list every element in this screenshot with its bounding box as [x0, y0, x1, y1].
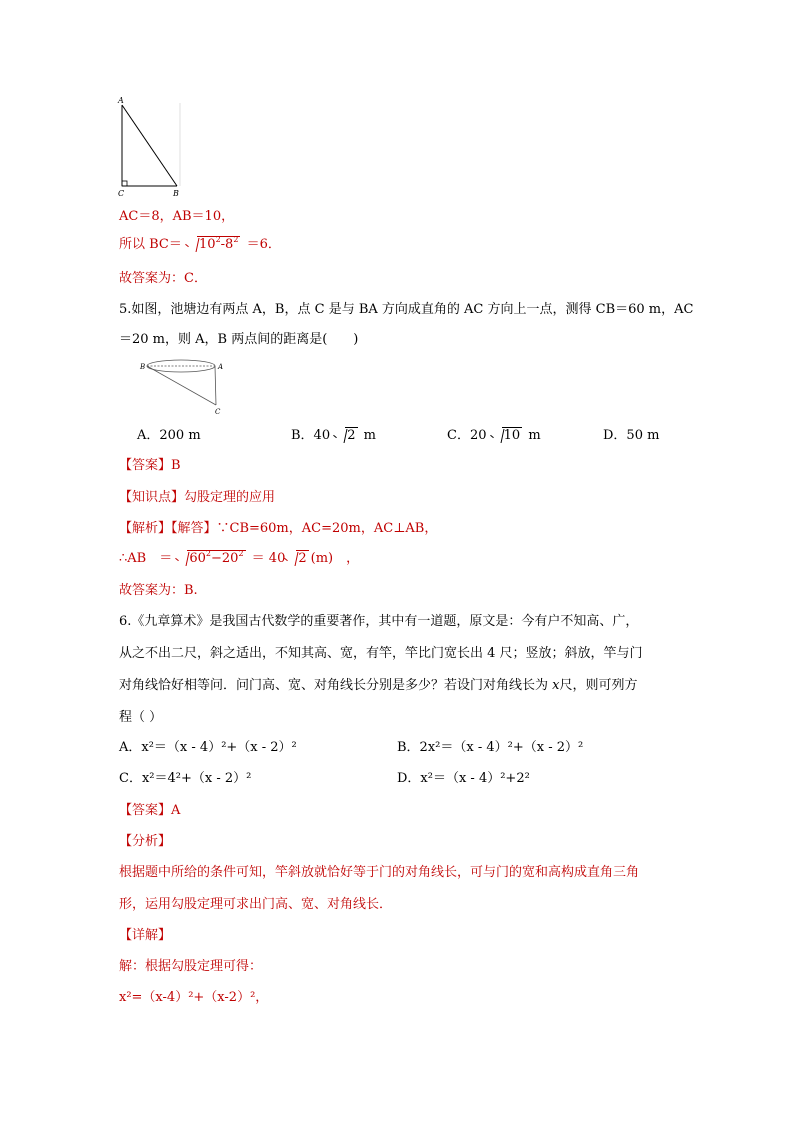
q5-calc-rad: 2 [298, 551, 307, 566]
q4-given: AC＝8，AB＝10， [119, 209, 235, 224]
q5-opt-b-post: m [363, 428, 376, 443]
q5-opt-b-radical [336, 427, 357, 445]
q4-answer: 故答案为：C． [119, 271, 207, 286]
triangle-figure-1 [110, 95, 190, 200]
q5-calc-exp-a: 2 [205, 549, 211, 558]
q5-answer-tag: 【答案】B [119, 458, 181, 473]
q6-analysis-line2: 形，运用勾股定理可求出门高、宽、对角线长． [119, 897, 393, 912]
q5-stem-line2: ＝20 m，则 A，B 两点间的距离是( ) [119, 332, 359, 347]
fig1-label-c: C [118, 189, 125, 198]
q6-line3-post: 尺，则可列方 [559, 678, 638, 693]
q5-calc-unit: (m) ， [310, 551, 360, 566]
pond-figure [138, 355, 233, 417]
q6-analysis-line1: 根据题中所给的条件可知，竿斜放就恰好等于门的对角线长，可与门的宽和高构成直角三角 [119, 865, 640, 880]
q4-bc-line [119, 236, 281, 254]
q4-bc-suffix: ＝6． [246, 237, 281, 252]
fig2-label-a: A [218, 363, 224, 371]
q6-line4: 程（ ） [119, 710, 163, 725]
fig2-label-c: C [215, 408, 221, 416]
q6-detail-tag: 【详解】 [119, 928, 172, 943]
q4-exp-b: 2 [233, 235, 239, 244]
q6-line3-pre: 对角线恰好相等问．问门高、宽、对角线长分别是多少？若设门对角线长为 [119, 678, 553, 693]
q6-var-x: x [552, 678, 560, 693]
fig2-label-b: B [140, 363, 146, 371]
q5-calc-eq: ＝ 40 [251, 551, 286, 566]
q5-opt-b-rad: 2 [347, 428, 356, 443]
q5-analysis: 【解析】【解答】∵CB=60m，AC=20m，AC⊥AB， [119, 521, 438, 536]
q5-calc-mid: −20 [211, 551, 239, 566]
q5-option-d: D．50 m [603, 428, 660, 443]
q6-option-d: D．x²＝（x - 4）²+2² [397, 771, 530, 786]
q5-calc-line [119, 550, 359, 568]
q5-opt-c-post: m [528, 428, 541, 443]
q6-option-c: C．x²＝4²+（x - 2）² [119, 771, 252, 786]
q5-calc-prefix: ∴AB ＝ [119, 551, 173, 566]
q4-exp-a: 2 [215, 235, 221, 244]
q5-calc-a: 60 [189, 551, 206, 566]
q6-line1: 6.《九章算术》是我国古代数学的重要著作，其中有一道题，原文是：今有户不知高、广， [119, 614, 639, 629]
q6-answer-tag: 【答案】A [119, 803, 181, 818]
q6-line3 [119, 677, 638, 695]
q5-option-b [291, 427, 376, 445]
q4-rad-mid: -8 [220, 237, 234, 252]
q6-line2: 从之不出二尺，斜之适出，不知其高、宽，有竿，竿比门宽长出 4 尺；竖放；斜放，竿与门 [119, 646, 643, 661]
q4-radical [188, 236, 240, 254]
fig1-label-b: B [173, 189, 179, 198]
q5-calc-exp-b: 2 [238, 549, 244, 558]
q5-opt-c-pre: C．20 [447, 428, 487, 443]
q5-opt-c-rad: 10 [503, 428, 521, 443]
q6-option-a: A．x²＝（x - 4）²+（x - 2）² [119, 740, 297, 755]
q6-solution: 解：根据勾股定理可得： [119, 959, 263, 974]
q5-opt-c-radical [493, 427, 523, 445]
q5-stem-line1: 5.如图，池塘边有两点 A，B，点 C 是与 BA 方向成直角的 AC 方向上一点，测得 CB＝60 m，AC [119, 302, 694, 317]
q6-analysis-tag: 【分析】 [119, 834, 172, 849]
q5-option-a: A．200 m [137, 428, 201, 443]
q5-calc-radical-2 [287, 550, 308, 568]
q5-answer: 故答案为：B. [119, 583, 198, 598]
q5-knowledge: 【知识点】勾股定理的应用 [119, 490, 276, 505]
q5-calc-radical [178, 550, 245, 568]
fig1-label-a: A [118, 96, 124, 105]
q6-option-b: B．2x²＝（x - 4）²+（x - 2）² [397, 740, 584, 755]
q4-bc-prefix: 所以 BC＝ [119, 237, 182, 252]
q6-equation: x²=（x-4）²+（x-2）²， [119, 990, 269, 1005]
q5-opt-b-pre: B．40 [291, 428, 331, 443]
q4-rad-a: 10 [199, 237, 216, 252]
q5-option-c [447, 427, 541, 445]
